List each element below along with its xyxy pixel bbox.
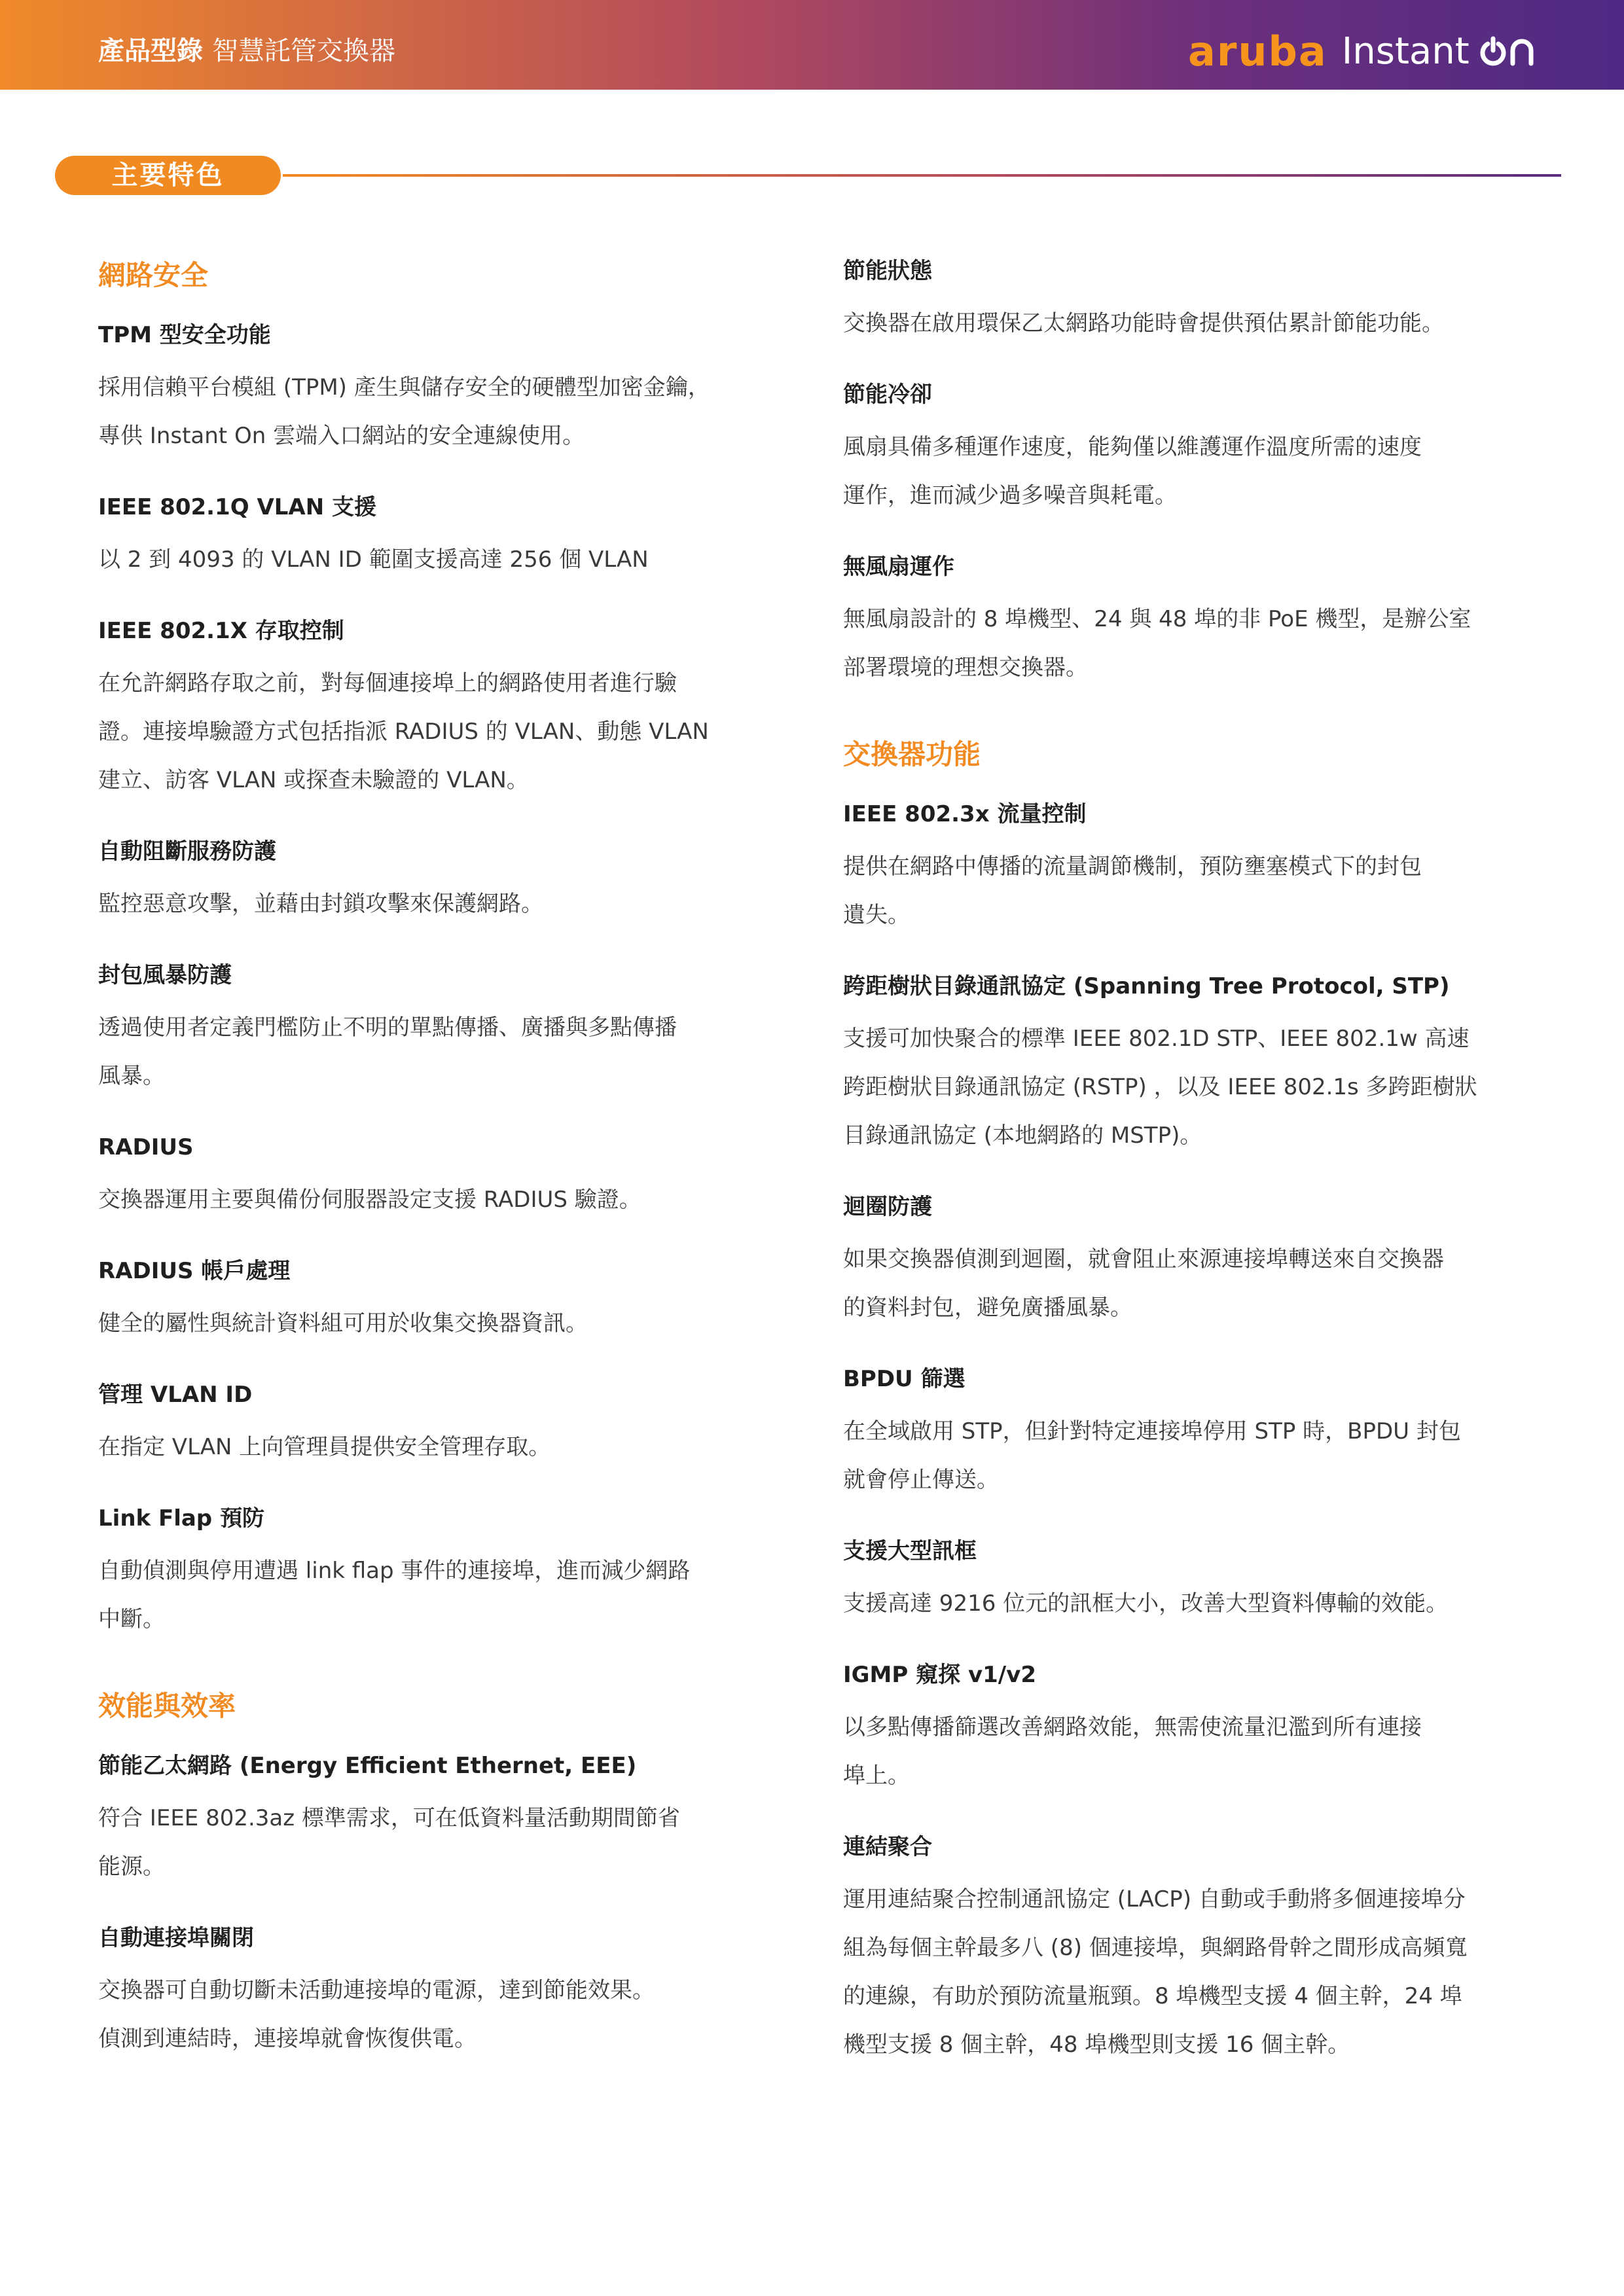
header-banner <box>0 0 1624 90</box>
feature-description: 健全的屬性與統計資料組可用於收集交換器資訊。 <box>98 1310 588 1336</box>
feature-description: 在指定 VLAN 上向管理員提供安全管理存取。 <box>98 1434 551 1460</box>
section-divider <box>283 174 1561 177</box>
feature-description: 交換器運用主要與備份伺服器設定支援 RADIUS 驗證。 <box>98 1187 641 1213</box>
feature-title: 節能冷卻 <box>843 382 932 408</box>
feature-item <box>98 1499 785 1643</box>
feature-description: 以 2 到 4093 的 VLAN ID 範圍支援高達 256 個 VLAN <box>98 547 649 573</box>
feature-description: 透過使用者定義門檻防止不明的單點傳播、廣播與多點傳播 風暴。 <box>98 1014 677 1089</box>
feature-title: Link Flap 預防 <box>98 1505 264 1532</box>
feature-item <box>98 1376 785 1471</box>
feature-description: 支援高達 9216 位元的訊框大小，改善大型資料傳輸的效能。 <box>843 1590 1449 1617</box>
feature-item <box>98 1747 785 1891</box>
feature-title: IEEE 802.1X 存取控制 <box>98 618 344 644</box>
feature-description: 交換器可自動切斷未活動連接埠的電源，達到節能效果。 偵測到連結時，連接埠就會恢復供電。 <box>98 1977 655 2052</box>
feature-description: 支援可加快聚合的標準 IEEE 802.1D STP、IEEE 802.1w 高速 跨距樹狀目錄通訊協定 (RSTP) ，以及 IEEE 802.1s 多跨距樹狀 目錄通訊協定 (本地網路的 MSTP)。 <box>843 1026 1477 1149</box>
feature-title: RADIUS 帳戶處理 <box>98 1258 291 1284</box>
feature-item <box>843 252 1530 348</box>
feature-item <box>98 1252 785 1348</box>
feature-item <box>843 548 1530 692</box>
section-heading: 效能與效率 <box>98 1690 236 1722</box>
document-title <box>98 38 395 64</box>
feature-title: 自動阻斷服務防護 <box>98 838 276 865</box>
feature-description: 運用連結聚合控制通訊協定 (LACP) 自動或手動將多個連接埠分 組為每個主幹最多八 (8) 個連接埠，與網路骨幹之間形成高頻寬 的連線，有助於預防流量瓶頸。8 埠機型支援 4 個主幹，24 埠 機型支援 8 個主幹，48 埠機型則支援 16 個主幹。 <box>843 1886 1468 2058</box>
feature-item <box>843 1188 1530 1332</box>
feature-description: 交換器在啟用環保乙太網路功能時會提供預估累計節能功能。 <box>843 310 1444 336</box>
feature-description: 無風扇設計的 8 埠機型、24 與 48 埠的非 PoE 機型，是辦公室 部署環境的理想交換器。 <box>843 606 1471 681</box>
feature-item <box>98 612 785 804</box>
feature-description: 在允許網路存取之前，對每個連接埠上的網路使用者進行驗 證。連接埠驗證方式包括指派 RADIUS 的 VLAN、動態 VLAN 建立、訪客 VLAN 或探查未驗證的 VLAN。 <box>98 670 709 793</box>
feature-description: 採用信賴平台模組 (TPM) 產生與儲存安全的硬體型加密金鑰， 專供 Instant On 雲端入口網站的安全連線使用。 <box>98 374 710 449</box>
power-on-icon <box>1479 36 1539 66</box>
feature-item <box>843 376 1530 520</box>
feature-description: 以多點傳播篩選改善網路效能，無需使流量氾濫到所有連接 埠上。 <box>843 1714 1422 1789</box>
logo-brand: aruba <box>1188 27 1327 75</box>
feature-title: 連結聚合 <box>843 1834 932 1860</box>
feature-title: 自動連接埠關閉 <box>98 1925 254 1951</box>
feature-title: BPDU 篩選 <box>843 1366 965 1392</box>
feature-title: TPM 型安全功能 <box>98 322 271 348</box>
feature-item <box>98 833 785 928</box>
feature-description: 風扇具備多種運作速度，能夠僅以維護運作溫度所需的速度 運作，進而減少過多噪音與耗電。 <box>843 434 1422 509</box>
feature-item <box>98 488 785 584</box>
section-badge: 主要特色 <box>55 156 281 195</box>
feature-item <box>98 1919 785 2063</box>
feature-item <box>843 1828 1530 2069</box>
feature-title: 迴圈防護 <box>843 1194 932 1220</box>
document-type: 產品型錄 <box>98 36 203 66</box>
feature-item <box>98 316 785 460</box>
right-column <box>843 252 1530 2097</box>
product-name: 智慧託管交換器 <box>212 36 395 66</box>
feature-description: 符合 IEEE 802.3az 標準需求，可在低資料量活動期間節省 能源。 <box>98 1805 680 1880</box>
feature-description: 如果交換器偵測到迴圈，就會阻止來源連接埠轉送來自交換器 的資料封包，避免廣播風暴。 <box>843 1246 1444 1321</box>
section-heading: 網路安全 <box>98 259 209 291</box>
feature-title: 跨距樹狀目錄通訊協定 (Spanning Tree Protocol, STP) <box>843 973 1450 999</box>
feature-title: 封包風暴防護 <box>98 962 232 988</box>
feature-title: IGMP 窺探 v1/v2 <box>843 1662 1037 1688</box>
feature-title: 無風扇運作 <box>843 554 954 580</box>
feature-title: 節能乙太網路 (Energy Efficient Ethernet, EEE) <box>98 1753 637 1779</box>
feature-title: IEEE 802.1Q VLAN 支援 <box>98 494 377 520</box>
feature-title: 管理 VLAN ID <box>98 1382 253 1408</box>
feature-title: 支援大型訊框 <box>843 1538 977 1564</box>
feature-item <box>843 1532 1530 1628</box>
feature-description: 在全域啟用 STP，但針對特定連接埠停用 STP 時，BPDU 封包 就會停止傳送。 <box>843 1418 1461 1493</box>
feature-item <box>843 1656 1530 1800</box>
feature-title: 節能狀態 <box>843 258 932 284</box>
feature-title: RADIUS <box>98 1134 194 1160</box>
feature-item <box>843 967 1530 1160</box>
feature-description: 監控惡意攻擊，並藉由封鎖攻擊來保護網路。 <box>98 891 543 917</box>
feature-item <box>98 956 785 1100</box>
section-heading: 交換器功能 <box>843 738 981 770</box>
feature-title: IEEE 802.3x 流量控制 <box>843 801 1087 827</box>
feature-description: 提供在網路中傳播的流量調節機制，預防壅塞模式下的封包 遺失。 <box>843 853 1422 928</box>
feature-item <box>98 1128 785 1224</box>
logo-product: Instant <box>1341 29 1470 73</box>
brand-logo <box>1188 27 1539 75</box>
left-column <box>98 252 785 2091</box>
feature-item <box>843 1360 1530 1504</box>
feature-description: 自動偵測與停用遭遇 link flap 事件的連接埠，進而減少網路 中斷。 <box>98 1558 691 1632</box>
feature-item <box>843 795 1530 939</box>
